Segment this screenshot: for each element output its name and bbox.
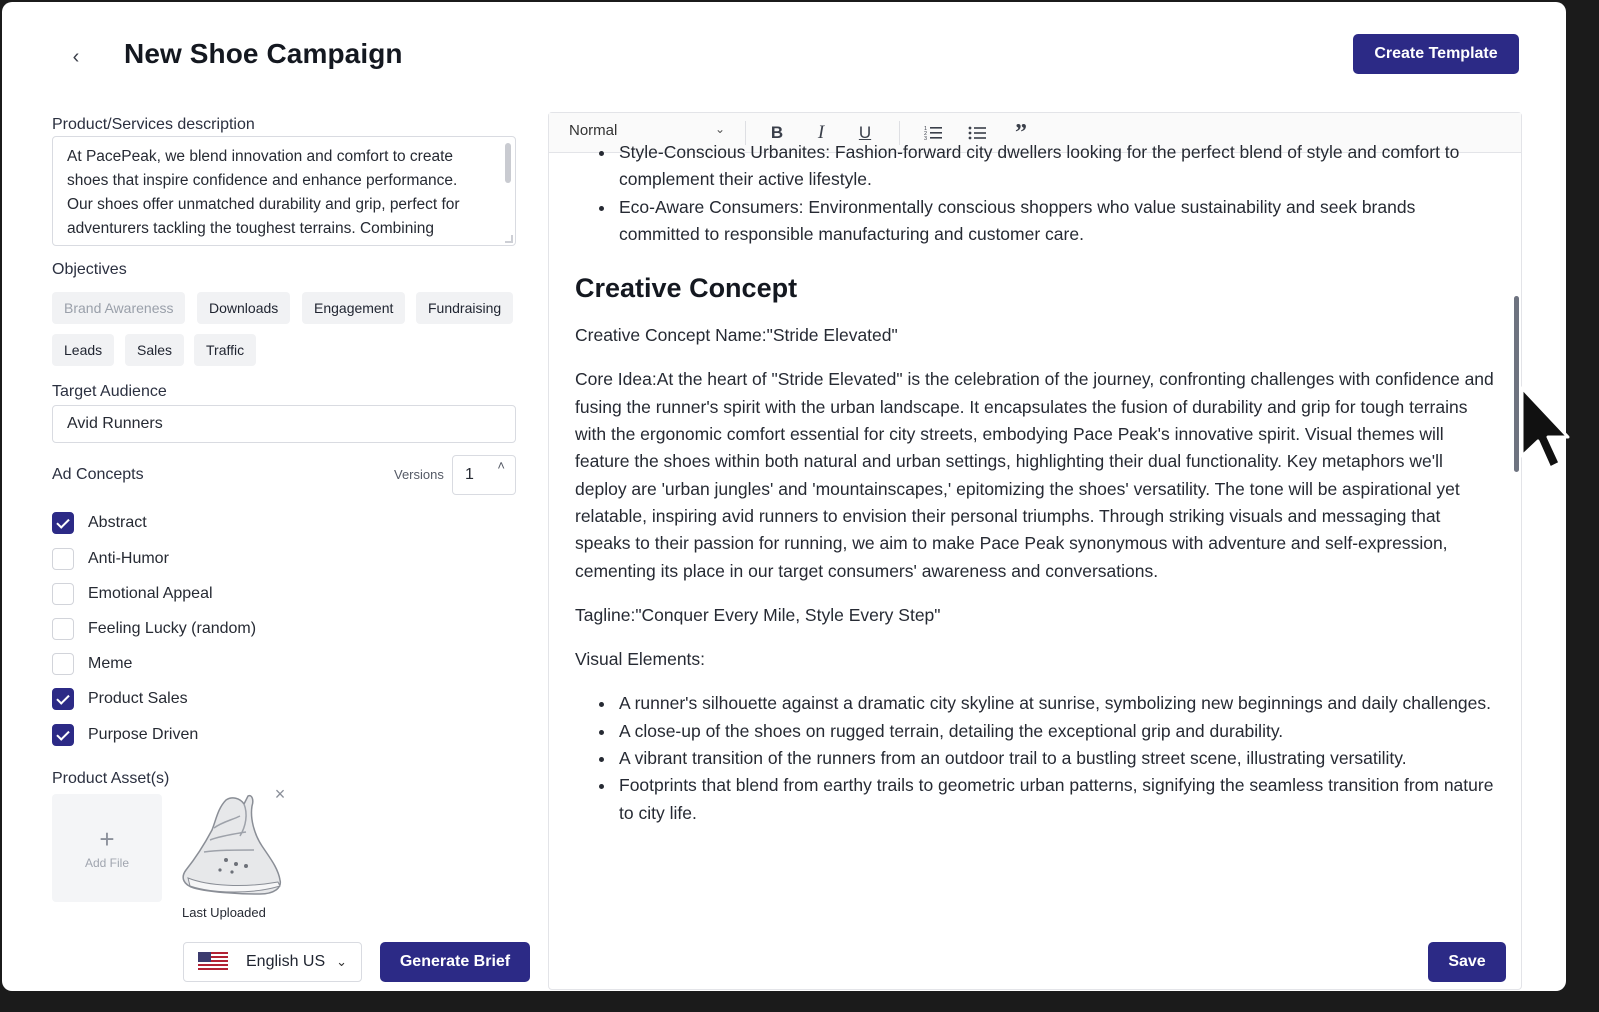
audience-bullets: [575, 139, 1495, 248]
chevron-down-icon: ⌄: [336, 954, 347, 969]
list-item: Style-Conscious Urbanites: Fashion-forward city dwellers looking for the perfect blend of style and comfort to complement their active lifestyle.: [619, 139, 1495, 194]
chevron-down-icon: ⌄: [714, 122, 725, 136]
concept-label: Feeling Lucky (random): [88, 620, 257, 637]
concept-checkbox-product-sales[interactable]: [52, 687, 188, 711]
visual-elements-label: Visual Elements:: [575, 649, 706, 670]
checkbox-unchecked[interactable]: [52, 583, 74, 605]
italic-icon[interactable]: I: [817, 122, 825, 143]
core-idea: Core Idea:At the heart of "Stride Elevated" is the celebration of the journey, confronting challenges with confidence and fusing the runner's spirit with the urban landscape. It encapsulates the fusion of durability and grip for tough terrains with the ergonomic comfort essential for city streets, embodying Pace Peak's innovative spirit. Visual themes will feature the shoes within both natural and urban settings, highlighting their dual functionality. Key metaphors we'll deploy are 'urban jungles' and 'mountainscapes,' epitomizing the shoes' versatility. The tone will be aspirational yet relatable, inspiring avid runners to envision their personal triumphs. Through striking visuals and messaging that speaks to their passion for running, we aim to make Pace Peak synonymous with adventure and self-expression, cementing its place in our target consumers' awareness and conversations.: [575, 369, 1494, 581]
language-label: English US: [246, 953, 326, 970]
svg-text:1: 1: [924, 126, 928, 132]
textarea-scrollbar[interactable]: [505, 143, 511, 183]
versions-value[interactable]: 1: [465, 466, 474, 483]
target-audience-label: Target Audience: [52, 383, 167, 400]
concept-label: Meme: [88, 655, 133, 672]
ad-concepts-label: Ad Concepts: [52, 466, 144, 483]
shoe-image[interactable]: [174, 790, 284, 902]
section-heading: Creative Concept: [575, 273, 798, 304]
product-description-textarea[interactable]: [52, 136, 516, 246]
checkbox-checked[interactable]: [52, 512, 74, 534]
resize-grip-icon[interactable]: [505, 235, 513, 243]
list-item: Footprints that blend from earthy trails to geometric urban patterns, signifying the seamless transition from nature to city life.: [619, 772, 1495, 827]
language-select[interactable]: [183, 942, 362, 982]
concept-checkbox-anti-humor[interactable]: [52, 547, 169, 571]
visual-bullets: [575, 690, 1495, 826]
plus-icon: +: [99, 824, 115, 854]
product-description-text: At PacePeak, we blend innovation and comfort to create shoes that inspire confidence and enhance performance. Our shoes offer unmatched durability and grip, perfect for adventurers tackling the toughest terrains. Combining: [67, 148, 460, 237]
paragraph-style-value: Normal: [569, 122, 618, 139]
objective-chip-fundraising[interactable]: Fundraising: [416, 292, 513, 324]
checkbox-unchecked[interactable]: [52, 548, 74, 570]
target-audience-input[interactable]: Avid Runners: [52, 405, 516, 443]
objective-chip-leads[interactable]: Leads: [52, 334, 114, 366]
objective-chip-brand-awareness[interactable]: Brand Awareness: [52, 292, 185, 324]
concept-label: Product Sales: [88, 690, 188, 707]
product-description-label: Product/Services description: [52, 116, 255, 133]
back-button[interactable]: [52, 38, 100, 76]
versions-stepper[interactable]: [452, 455, 516, 495]
concept-label: Abstract: [88, 514, 147, 531]
checkbox-checked[interactable]: [52, 724, 74, 746]
underline-icon[interactable]: U: [858, 123, 872, 142]
editor-content[interactable]: [575, 142, 1495, 943]
chevron-left-icon: ‹: [72, 45, 80, 68]
svg-text:2: 2: [924, 131, 928, 137]
svg-text:3: 3: [924, 136, 928, 142]
objective-chip-downloads[interactable]: Downloads: [197, 292, 290, 324]
versions-label: Versions: [394, 467, 444, 482]
save-button[interactable]: Save: [1428, 942, 1506, 982]
generate-brief-button[interactable]: Generate Brief: [380, 942, 530, 982]
rich-text-editor[interactable]: [548, 112, 1522, 990]
editor-scrollbar[interactable]: [1514, 296, 1519, 472]
tagline: Tagline:"Conquer Every Mile, Style Every Step": [575, 604, 941, 625]
list-item: A runner's silhouette against a dramatic city skyline at sunrise, symbolizing new beginnings and daily challenges.: [619, 690, 1495, 717]
quote-icon[interactable]: ”: [1015, 120, 1027, 146]
us-flag-icon: [198, 952, 228, 972]
product-assets-label: Product Asset(s): [52, 770, 170, 787]
list-item: A vibrant transition of the runners from an outdoor trail to a bustling street scene, illustrating versatility.: [619, 745, 1495, 772]
concept-checkbox-emotional-appeal[interactable]: [52, 582, 213, 606]
add-file-button[interactable]: [52, 794, 162, 902]
mouse-pointer-icon: [1520, 386, 1570, 472]
objective-chip-traffic[interactable]: Traffic: [194, 334, 256, 366]
list-item: Eco-Aware Consumers: Environmentally conscious shoppers who value sustainability and seek brands committed to responsible manufacturing and customer care.: [619, 194, 1495, 249]
objective-chip-sales[interactable]: Sales: [125, 334, 184, 366]
objectives-label: Objectives: [52, 261, 127, 278]
create-template-button[interactable]: Create Template: [1353, 34, 1519, 74]
close-icon[interactable]: ×: [274, 783, 286, 804]
chevron-up-icon[interactable]: ˄: [497, 458, 505, 473]
concept-checkbox-meme[interactable]: [52, 652, 132, 676]
checkbox-unchecked[interactable]: [52, 653, 74, 675]
list-item: A close-up of the shoes on rugged terrain, detailing the exceptional grip and durability.: [619, 718, 1495, 745]
bold-icon[interactable]: B: [770, 123, 784, 142]
concept-label: Purpose Driven: [88, 726, 199, 743]
app-window: [2, 2, 1566, 991]
concept-name: Creative Concept Name:"Stride Elevated": [575, 325, 898, 346]
add-file-label: Add File: [84, 856, 130, 870]
asset-caption: Last Uploaded: [182, 905, 266, 920]
concept-label: Emotional Appeal: [88, 585, 213, 602]
concept-label: Anti-Humor: [88, 550, 169, 567]
checkbox-unchecked[interactable]: [52, 618, 74, 640]
objective-chip-engagement[interactable]: Engagement: [302, 292, 405, 324]
concept-checkbox-feeling-lucky[interactable]: [52, 617, 256, 641]
checkbox-checked[interactable]: [52, 688, 74, 710]
page-title: New Shoe Campaign: [124, 38, 403, 69]
concept-checkbox-purpose-driven[interactable]: [52, 723, 198, 747]
concept-checkbox-abstract[interactable]: [52, 511, 147, 535]
